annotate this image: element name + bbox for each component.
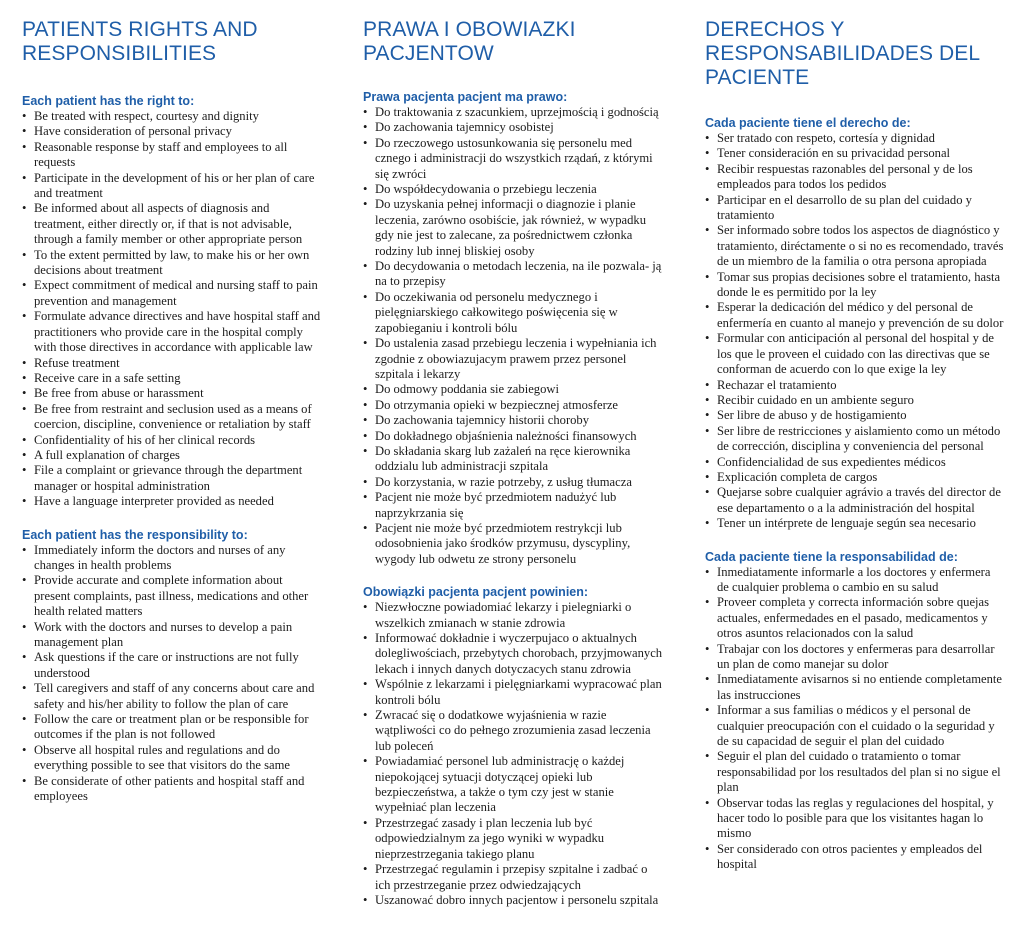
list-item: • Przestrzegać zasady i plan leczenia lub być odpowiedzialnym za jego wyniki w wypadku nieprzestrzegania takiego planu <box>363 816 663 862</box>
list-item: • Be free from restraint and seclusion used as a means of coercion, discipline, convenience or retaliation by staff <box>22 402 322 433</box>
rights-section <box>22 94 322 510</box>
list-item: • Participate in the development of his or her plan of care and treatment <box>22 171 322 202</box>
list-item: • Seguir el plan del cuidado o tratamiento o tomar responsabilidad por los resultados del plan si no sigue el plan <box>705 749 1005 795</box>
column-title: PRAWA I OBOWIAZKI PACJENTOW <box>363 18 576 65</box>
list-item: • Participar en el desarrollo de su plan del cuidado y tratamiento <box>705 193 1005 224</box>
rights-section <box>363 90 663 567</box>
list-item: • Do decydowania o metodach leczenia, na ile pozwala- ją na to przepisy <box>363 259 663 290</box>
list-item: • Quejarse sobre cualquier agrávio a través del director de ese departamento o a la administración del hospital <box>705 485 1005 516</box>
list-item: • Have consideration of personal privacy <box>22 124 322 139</box>
list-item: • Do dokładnego objaśnienia należności finansowych <box>363 429 663 444</box>
list-item: • Expect commitment of medical and nursing staff to pain prevention and management <box>22 278 322 309</box>
list-item: • Do rzeczowego ustosunkowania się personelu med cznego i administracji do wszystkich rządań, z którymi się zwróci <box>363 136 663 182</box>
list-item: • Do odmowy poddania sie zabiegowi <box>363 382 663 397</box>
rights-list <box>22 109 322 510</box>
list-item: • Recibir respuestas razonables del personal y de los empleados para todos los pedidos <box>705 162 1005 193</box>
list-item: • Do ustalenia zasad przebiegu leczenia i wypełniania ich zgodnie z obowiazujacym prawem przez personel szpitala i lekarzy <box>363 336 663 382</box>
responsibilities-section <box>363 585 663 908</box>
list-item: • Formulate advance directives and have hospital staff and practitioners who provide care in the hospital comply with those directives in accordance with applicable law <box>22 309 322 355</box>
responsibilities-heading: Obowiązki pacjenta pacjent powinien: <box>363 585 589 600</box>
list-item: • Do zachowania tajemnicy historii choroby <box>363 413 663 428</box>
list-item: • Observar todas las reglas y regulaciones del hospital, y hacer todo lo posible para que los visitantes hagan lo mismo <box>705 796 1005 842</box>
list-item: • Do otrzymania opieki w bezpiecznej atmosferze <box>363 398 663 413</box>
list-item: • Immediately inform the doctors and nurses of any changes in health problems <box>22 543 322 574</box>
list-item: • Confidencialidad de sus expedientes médicos <box>705 455 1005 470</box>
rights-section <box>705 116 1005 532</box>
list-item: • Ser tratado con respeto, cortesía y dignidad <box>705 131 1005 146</box>
list-item: • Ser informado sobre todos los aspectos de diagnóstico y tratamiento, diréctamente o si no es recomendado, través de un miembro de la familia o otra persona apropiada <box>705 223 1005 269</box>
list-item: • To the extent permitted by law, to make his or her own decisions about treatment <box>22 248 322 279</box>
list-item: • A full explanation of charges <box>22 448 322 463</box>
list-item: • Do traktowania z szacunkiem, uprzejmością i godnością <box>363 105 663 120</box>
list-item: • Inmediatamente informarle a los doctores y enfermera de cualquier problema o cambio en su salud <box>705 565 1005 596</box>
list-item: • Do zachowania tajemnicy osobistej <box>363 120 663 135</box>
list-item: • Rechazar el tratamiento <box>705 378 1005 393</box>
list-item: • Tell caregivers and staff of any concerns about care and safety and his/her ability to follow the plan of care <box>22 681 322 712</box>
list-item: • Ser libre de abuso y de hostigamiento <box>705 408 1005 423</box>
responsibilities-section <box>705 550 1005 873</box>
column-title: DERECHOS Y RESPONSABILIDADES DEL PACIENTE <box>705 18 980 89</box>
list-item: • Work with the doctors and nurses to develop a pain management plan <box>22 620 322 651</box>
rights-list <box>705 131 1005 532</box>
list-item: • Informować dokładnie i wyczerpujaco o aktualnych dolegliwościach, przebytych chorobach, przyjmowanych lekach i innych danych dotyczacych stanu zdrowia <box>363 631 663 677</box>
list-item: • Follow the care or treatment plan or be responsible for outcomes if the plan is not followed <box>22 712 322 743</box>
list-item: • Confidentiality of his of her clinical records <box>22 433 322 448</box>
rights-heading: Each patient has the right to: <box>22 94 195 108</box>
column-english <box>22 18 322 822</box>
responsibilities-list <box>22 543 322 805</box>
responsibilities-list <box>705 565 1005 873</box>
rights-heading: Cada paciente tiene el derecho de: <box>705 116 911 130</box>
list-item: • Be informed about all aspects of diagnosis and treatment, either directly or, if that is not advisable, through a family member or other appropriate person <box>22 201 322 247</box>
list-item: • Tener consideración en su privacidad personal <box>705 146 1005 161</box>
responsibilities-section <box>22 528 322 805</box>
list-item: • Explicación completa de cargos <box>705 470 1005 485</box>
list-item: • Tener un intérprete de lenguaje según sea necesario <box>705 516 1005 531</box>
list-item: • Refuse treatment <box>22 356 322 371</box>
list-item: • Do współdecydowania o przebiegu leczenia <box>363 182 663 197</box>
responsibilities-heading: Cada paciente tiene la responsabilidad de: <box>705 549 958 564</box>
list-item: • Provide accurate and complete information about present complaints, past illness, medications and other health related matters <box>22 573 322 619</box>
list-item: • Inmediatamente avisarnos si no entiende completamente las instrucciones <box>705 672 1005 703</box>
list-item: • File a complaint or grievance through the department manager or hospital administration <box>22 463 322 494</box>
list-item: • Przestrzegać regulamin i przepisy szpitalne i zadbać o ich przestrzeganie przez odwiedzających <box>363 862 663 893</box>
list-item: • Do składania skarg lub zażaleń na ręce kierownika oddzialu lub administracji szpitala <box>363 444 663 475</box>
list-item: • Ask questions if the care or instructions are not fully understood <box>22 650 322 681</box>
responsibilities-heading: Each patient has the responsibility to: <box>22 527 248 542</box>
list-item: • Recibir cuidado en un ambiente seguro <box>705 393 1005 408</box>
list-item: • Informar a sus familias o médicos y el personal de cualquier preocupación con el cuidado o la seguridad y de su capacidad de seguir el plan del cuidado <box>705 703 1005 749</box>
rights-list <box>363 105 663 567</box>
column-title: PATIENTS RIGHTS AND RESPONSIBILITIES <box>22 18 258 65</box>
list-item: • Wspólnie z lekarzami i pielęgniarkami wypracować plan kontroli bólu <box>363 677 663 708</box>
rights-heading: Prawa pacjenta pacjent ma prawo: <box>363 90 568 104</box>
list-item: • Ser libre de restricciones y aislamiento como un método de corrección, disciplina y conveniencia del personal <box>705 424 1005 455</box>
list-item: • Do uzyskania pełnej informacji o diagnozie i planie leczenia, zarówno osobiście, jak również, w wypadku gdy nie jest to zalecane, za pośrednictwem członka rodziny lub innej bliskiej osoby <box>363 197 663 259</box>
responsibilities-list <box>363 600 663 908</box>
list-item: • Niezwłoczne powiadomiać lekarzy i pielegniarki o wszelkich zmianach w stanie zdrowia <box>363 600 663 631</box>
list-item: • Proveer completa y correcta información sobre quejas actuales, enfermedades en el pasado, medicamentos y otros asuntos relacionados con la salud <box>705 595 1005 641</box>
list-item: • Formular con anticipación al personal del hospital y de los que le proveen el cuidado con las directivas que se conforman de acuerdo con lo que exige la ley <box>705 331 1005 377</box>
column-spanish <box>705 18 1005 891</box>
list-item: • Do korzystania, w razie potrzeby, z usług tłumacza <box>363 475 663 490</box>
list-item: • Pacjent nie może być przedmiotem nadużyć lub naprzykrzania się <box>363 490 663 521</box>
list-item: • Ser considerado con otros pacientes y empleados del hospital <box>705 842 1005 873</box>
list-item: • Do oczekiwania od personelu medycznego i pielęgniarskiego całkowitego poświęcenia się w zapobieganiu i kontroli bólu <box>363 290 663 336</box>
list-item: • Receive care in a safe setting <box>22 371 322 386</box>
list-item: • Trabajar con los doctores y enfermeras para desarrollar un plan de como manejar su dolor <box>705 642 1005 673</box>
list-item: • Uszanować dobro innych pacjentow i personelu szpitala <box>363 893 663 908</box>
list-item: • Reasonable response by staff and employees to all requests <box>22 140 322 171</box>
list-item: • Tomar sus propias decisiones sobre el tratamiento, hasta donde le es permitido por la ley <box>705 270 1005 301</box>
list-item: • Have a language interpreter provided as needed <box>22 494 322 509</box>
list-item: • Pacjent nie może być przedmiotem restrykcji lub odosobnienia jako środków przymusu, dyscypliny, wygody lub odwetu ze strony personelu <box>363 521 663 567</box>
list-item: • Esperar la dedicación del médico y del personal de enfermería en cuanto al manejo y prevención de su dolor <box>705 300 1005 331</box>
list-item: • Zwracać się o dodatkowe wyjaśnienia w razie wątpliwości co do pełnego zrozumienia zasad leczenia lub poleceń <box>363 708 663 754</box>
list-item: • Powiadamiać personel lub administrację o każdej niepokojącej sytuacji dotyczącej opieki lub bezpieczeństwa, a także o tym czy jest w stanie wypełniać plan leczenia <box>363 754 663 816</box>
list-item: • Be free from abuse or harassment <box>22 386 322 401</box>
list-item: • Observe all hospital rules and regulations and do everything possible to see that visitors do the same <box>22 743 322 774</box>
list-item: • Be treated with respect, courtesy and dignity <box>22 109 322 124</box>
column-polish <box>363 18 663 926</box>
list-item: • Be considerate of other patients and hospital staff and employees <box>22 774 322 805</box>
